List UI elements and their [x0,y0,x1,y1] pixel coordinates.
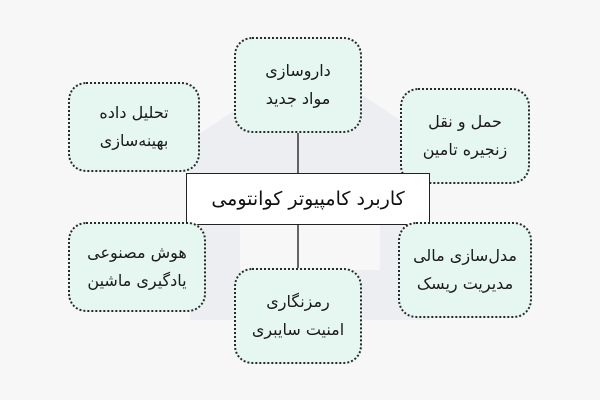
center-label: کاربرد کامپیوتر کوانتومی [211,188,405,210]
node-cryptography [234,268,362,364]
node-line: تحلیل داده [99,103,169,122]
center-topic [186,173,430,225]
node-financial-modeling [398,222,532,318]
node-line: مواد جدید [265,89,331,108]
node-line: داروسازی [265,61,331,80]
node-line: هوش مصنوعی [87,243,187,262]
node-line: یادگیری ماشین [87,271,187,290]
node-data-analysis [68,82,200,172]
node-line: امنیت سایبری [251,320,345,339]
node-line: مدل‌سازی مالی [413,246,517,265]
node-line: رمزنگاری [266,292,330,311]
node-logistics [400,88,530,184]
node-line: حمل و نقل [428,112,502,131]
node-artificial-intelligence [68,222,206,312]
node-line: مدیریت ریسک [416,274,514,293]
node-drug-discovery [234,37,362,133]
node-line: بهینه‌سازی [99,131,169,150]
node-line: زنجیره تامین [422,140,508,159]
